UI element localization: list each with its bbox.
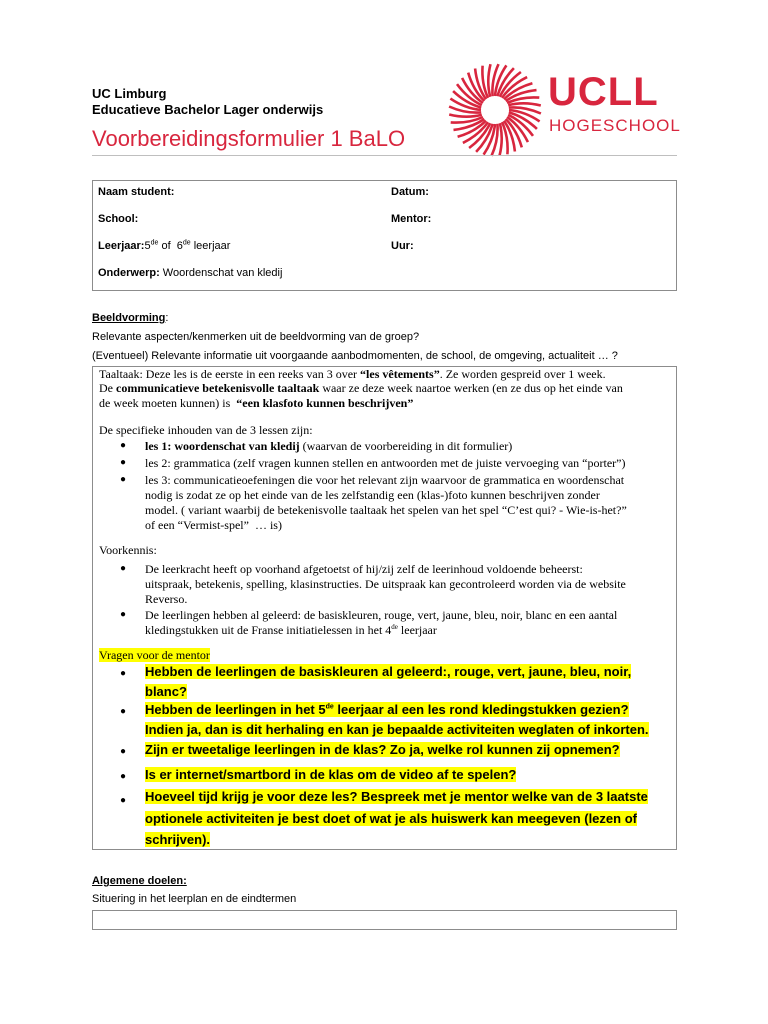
q3-text: Zijn er tweetalige leerlingen in de klas? Zo ja, welke rol kunnen zij opnemen? [145,742,620,757]
lessen-intro: De specifieke inhouden van de 3 lessen zijn: [99,423,313,437]
bullet-icon: ● [120,474,127,485]
question-5-line2 [145,809,637,829]
q2-text-a: Hebben de leerlingen in het 5 [145,702,326,717]
leerjaar-sup-b: de [182,239,191,247]
q1-text: Hebben de leerlingen de basiskleuren al geleerd:, rouge, vert, jaune, bleu, noir, [145,664,632,679]
leerjaar-sup-a: de [150,239,159,247]
les3-line4: of een “Vermist-spel” … is) [145,518,282,532]
header-divider [92,155,677,156]
question-4 [145,765,516,785]
question-2-line1 [145,700,629,720]
logo-wordmark: UCLL [548,70,659,114]
institution-name: UC Limburg [92,86,167,101]
leerjaar-value-a: 5 [144,240,151,252]
mentor-label: Mentor: [391,213,432,225]
bullet-icon: ● [120,609,127,620]
leerjaar-field [98,239,230,253]
voorkennis2-line2 [145,623,437,637]
question-1-line1 [145,662,631,682]
taaltaak-line [99,367,606,381]
taaltaak-text: Taaltaak: Deze les is de eerste in een reeks van 3 over [99,367,361,381]
naam-student-label: Naam student: [98,186,175,198]
ucll-logo-icon [447,62,543,158]
taaltaak-topic: “les vêtements” [360,367,440,381]
leerjaar-suffix: leerjaar [190,240,231,252]
q1-text2: blanc? [145,684,187,699]
les1-note: (waarvan de voorbereiding in dit formulier) [299,439,513,453]
voorkennis1-line3: Reverso. [145,592,188,606]
voorkennis1-line2: uitspraak, betekenis, spelling, klasinstructies. De uitspraak kan gecontroleerd worden via de website [145,577,626,591]
q4-text: Is er internet/smartbord in de klas om de video af te spelen? [145,767,517,782]
beeldvorming-heading [92,311,168,325]
q2-text-b: leerjaar al een les rond kledingstukken gezien? [333,702,629,717]
bullet-icon: ● [120,563,127,574]
leerjaar-of: of 6 [158,240,183,252]
q5-text2: optionele activiteiten je best doet of wat je als huiswerk kan meegeven (lezen of [145,811,637,826]
beeldvorming-title: Beeldvorming [92,312,166,324]
q2-text2: Indien ja, dan is dit herhaling en kan je bepaalde activiteiten weglaten of inkorten. [145,722,649,737]
document-title: Voorbereidingsformulier 1 BaLO [92,126,406,151]
bullet-icon: ● [120,746,127,757]
logo-ray [500,123,502,156]
beeldvorming-line2: (Eventueel) Relevante informatie uit voorgaande aanbodmomenten, de school, de omgeving, actualiteit … ? [92,350,618,362]
les3-line1: les 3: communicatieoefeningen die voor het relevant zijn waarvoor de grammatica en woordenschat [145,473,625,487]
comm-line2: de week moeten kunnen) is [99,396,237,410]
bullet-icon: ● [120,795,127,806]
question-5-line3 [145,830,210,850]
vragen-heading [99,648,210,662]
datum-label: Datum: [391,186,429,198]
question-5-line1 [145,787,648,807]
q5-text3: schrijven). [145,832,211,847]
logo-ray [488,64,490,97]
comm-bold: communicatieve betekenisvolle taaltaak [116,381,320,395]
situering-box [92,910,677,930]
vk2-text: kledingstukken uit de Franse initiatielessen in het 4 [145,623,392,637]
les3-line3: model. ( variant waarbij de betekenisvolle taaltaak het spelen van het spel “C’est qui? - Wie-is-het?” [145,503,627,517]
logo-ray [449,115,482,117]
les1-item [145,439,512,453]
q5-text1: Hoeveel tijd krijg je voor deze les? Bespreek met je mentor welke van de 3 laatste [145,789,648,804]
onderwerp-label: Onderwerp: [98,267,160,279]
les1-title: les 1: woordenschat van kledij [145,439,300,453]
onderwerp-field [98,266,282,280]
leerjaar-label: Leerjaar: [98,240,145,252]
les2-item: les 2: grammatica (zelf vragen kunnen stellen en antwoorden met de juiste vervoeging van “porter”) [145,456,626,470]
vk2-suffix: leerjaar [397,623,437,637]
voorkennis-heading: Voorkennis: [99,543,157,557]
vk2-sup: de [391,623,398,631]
bullet-icon: ● [120,771,127,782]
algemene-doelen-heading [92,874,187,888]
bullet-icon: ● [120,668,127,679]
question-1-line2 [145,682,187,702]
q2-sup: de [325,703,334,711]
logo-subtitle: HOGESCHOOL [549,116,681,135]
vragen-heading-text: Vragen voor de mentor [99,648,210,662]
communicatieve-line1 [99,381,623,395]
bullet-icon: ● [120,457,127,468]
taaltaak-spread: . Ze worden gespreid over 1 week. [439,367,606,381]
doelen-title: Algemene doelen: [92,875,187,887]
logo-ray [508,103,541,105]
comm-goal: “een klasfoto kunnen beschrijven” [236,396,414,410]
beeldvorming-colon: : [165,312,169,324]
question-2-line2 [145,720,649,740]
bullet-icon: ● [120,706,127,717]
communicatieve-line2 [99,396,413,410]
les3-line2: nodig is zodat ze op het einde van de les zelfstandig een (klas-)foto kunnen beschrijven zonder [145,488,600,502]
comm-prefix: De [99,381,116,395]
situering-line: Situering in het leerplan en de eindtermen [92,893,297,905]
comm-rest: waar ze deze week naartoe werken (en ze dus op het einde van [319,381,623,395]
onderwerp-value: Woordenschat van kledij [159,267,283,279]
question-3 [145,740,620,760]
school-label: School: [98,213,139,225]
uur-label: Uur: [391,240,414,252]
beeldvorming-line1: Relevante aspecten/kenmerken uit de beeldvorming van de groep? [92,331,420,343]
voorkennis1-line1: De leerkracht heeft op voorhand afgetoetst of hij/zij zelf de leerinhoud voldoende beheerst: [145,562,583,576]
bullet-icon: ● [120,440,127,451]
program-name: Educatieve Bachelor Lager onderwijs [92,102,324,117]
voorkennis2-line1: De leerlingen hebben al geleerd: de basiskleuren, rouge, vert, jaune, bleu, noir, blanc en een aantal [145,608,618,622]
